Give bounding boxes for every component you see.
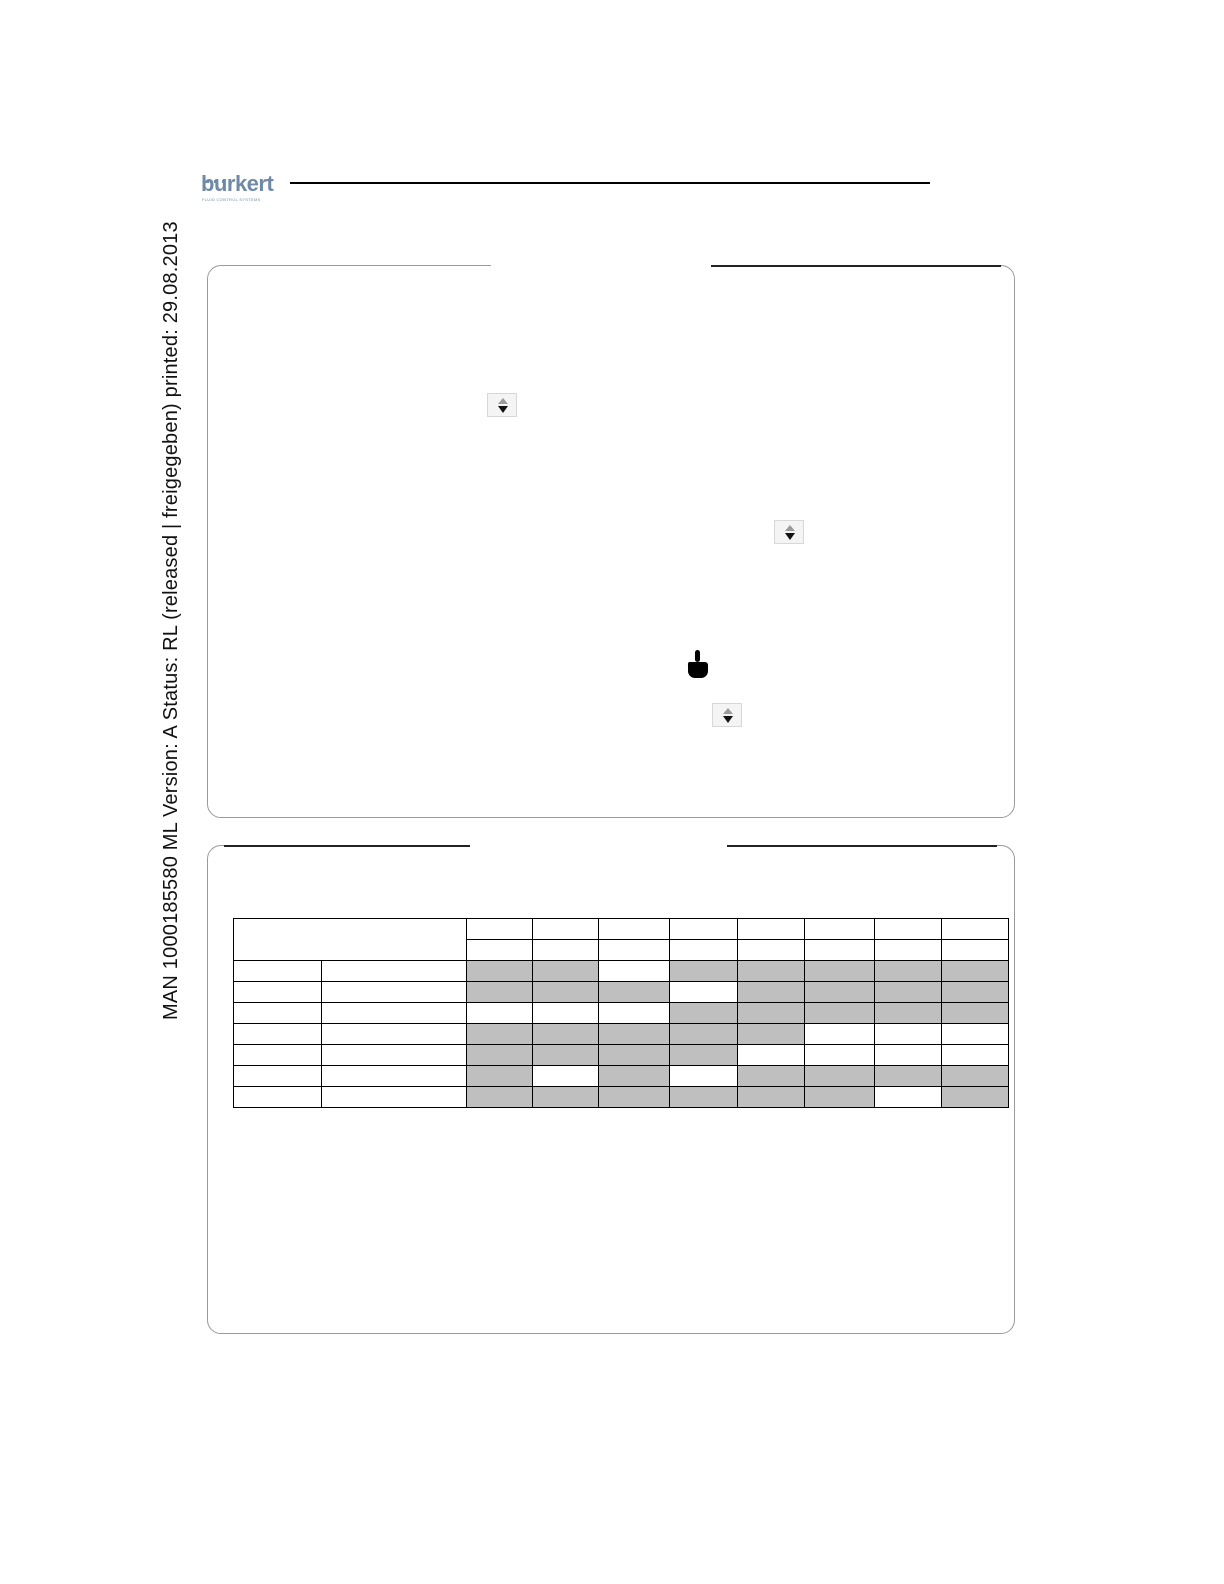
document-status-stamp: MAN 1000185580 ML Version: A Status: RL (released | freigegeben) printed: 29.08.2013 <box>160 221 182 1020</box>
matrix-cell-empty <box>670 982 738 1003</box>
matrix-cell-shaded <box>533 1024 599 1045</box>
matrix-header-top-row <box>234 919 1009 940</box>
logo-wordmark: burkert <box>201 171 274 196</box>
matrix-cell-shaded <box>533 1087 599 1108</box>
matrix-cell-shaded <box>670 1087 738 1108</box>
matrix-cell-shaded <box>738 961 805 982</box>
panel-top-rule-left <box>224 845 470 847</box>
matrix-cell-shaded <box>533 961 599 982</box>
matrix-cell-shaded <box>942 982 1009 1003</box>
panel-top-rule <box>711 265 1001 267</box>
matrix-cell-shaded <box>599 982 670 1003</box>
burkert-logo <box>200 170 280 206</box>
row-description-cell <box>322 982 467 1003</box>
matrix-cell-shaded <box>599 1066 670 1087</box>
header-rule <box>290 182 930 184</box>
row-description-cell <box>322 1003 467 1024</box>
matrix-cell-shaded <box>805 961 875 982</box>
table-row <box>234 1024 1009 1045</box>
matrix-cell-shaded <box>670 961 738 982</box>
matrix-cell-empty <box>942 1045 1009 1066</box>
matrix-cell-shaded <box>467 1087 533 1108</box>
matrix-header-cell <box>875 940 942 961</box>
table-row <box>234 1003 1009 1024</box>
matrix-cell-shaded <box>467 982 533 1003</box>
matrix-cell-shaded <box>942 1003 1009 1024</box>
matrix-cell-empty <box>533 1003 599 1024</box>
matrix-header-top-cell <box>467 919 533 940</box>
panel-title-gap <box>470 843 727 849</box>
matrix-header-top-cell <box>670 919 738 940</box>
row-label-cell <box>234 1045 322 1066</box>
logo-tagline: FLUID CONTROL SYSTEMS <box>202 197 261 202</box>
matrix-cell-empty <box>467 1003 533 1024</box>
table-row <box>234 961 1009 982</box>
matrix-cell-shaded <box>467 1024 533 1045</box>
matrix-cell-shaded <box>467 1045 533 1066</box>
matrix-cell-shaded <box>670 1003 738 1024</box>
table-row <box>234 1087 1009 1108</box>
row-description-cell <box>322 1066 467 1087</box>
matrix-cell-empty <box>738 1045 805 1066</box>
up-down-arrow-button-icon[interactable] <box>487 393 517 417</box>
matrix-cell-empty <box>599 1003 670 1024</box>
row-label-cell <box>234 982 322 1003</box>
row-description-cell <box>322 1045 467 1066</box>
matrix-cell-empty <box>599 961 670 982</box>
matrix-cell-shaded <box>738 1066 805 1087</box>
matrix-cell-empty <box>875 1024 942 1045</box>
up-down-arrow-button-icon[interactable] <box>712 703 742 727</box>
matrix-cell-shaded <box>942 1087 1009 1108</box>
matrix-cell-shaded <box>805 982 875 1003</box>
table-row <box>234 1066 1009 1087</box>
matrix-cell-shaded <box>942 961 1009 982</box>
matrix-cell-shaded <box>805 1087 875 1108</box>
matrix-cell-shaded <box>942 1066 1009 1087</box>
matrix-header-top-cell <box>599 919 670 940</box>
configuration-matrix-table <box>233 918 1009 1108</box>
matrix-header-cell <box>942 940 1009 961</box>
matrix-header-top-cell <box>942 919 1009 940</box>
matrix-cell-shaded <box>875 961 942 982</box>
row-label-cell <box>234 1066 322 1087</box>
matrix-cell-shaded <box>738 1087 805 1108</box>
matrix-cell-shaded <box>670 1024 738 1045</box>
matrix-cell-shaded <box>738 1003 805 1024</box>
matrix-cell-empty <box>875 1045 942 1066</box>
matrix-cell-shaded <box>875 1066 942 1087</box>
row-description-cell <box>322 961 467 982</box>
matrix-cell-empty <box>533 1066 599 1087</box>
matrix-cell-empty <box>670 1066 738 1087</box>
table-row <box>234 1045 1009 1066</box>
row-description-cell <box>322 1087 467 1108</box>
panel-title-gap <box>491 263 711 269</box>
row-description-cell <box>322 1024 467 1045</box>
matrix-cell-empty <box>805 1045 875 1066</box>
matrix-cell-shaded <box>599 1087 670 1108</box>
matrix-cell-empty <box>805 1024 875 1045</box>
matrix-header-cell <box>738 940 805 961</box>
instruction-panel <box>207 265 1015 818</box>
matrix-header-top-cell <box>875 919 942 940</box>
matrix-cell-empty <box>875 1087 942 1108</box>
row-label-cell <box>234 1087 322 1108</box>
row-label-cell <box>234 961 322 982</box>
row-label-cell <box>234 1024 322 1045</box>
matrix-header-top-cell <box>805 919 875 940</box>
row-label-cell <box>234 1003 322 1024</box>
matrix-cell-shaded <box>467 1066 533 1087</box>
matrix-cell-shaded <box>599 1045 670 1066</box>
matrix-header-cell <box>670 940 738 961</box>
matrix-cell-shaded <box>805 1003 875 1024</box>
panel-top-rule-right <box>727 845 997 847</box>
up-down-arrow-button-icon[interactable] <box>774 520 804 544</box>
matrix-cell-shaded <box>738 1024 805 1045</box>
matrix-header-top-cell <box>533 919 599 940</box>
matrix-cell-shaded <box>599 1024 670 1045</box>
matrix-header-cell <box>599 940 670 961</box>
table-row <box>234 982 1009 1003</box>
matrix-header-cell <box>467 940 533 961</box>
matrix-cell-shaded <box>467 961 533 982</box>
matrix-cell-shaded <box>533 982 599 1003</box>
matrix-cell-shaded <box>875 982 942 1003</box>
matrix-header-corner <box>234 919 467 961</box>
matrix-cell-shaded <box>875 1003 942 1024</box>
matrix-cell-empty <box>942 1024 1009 1045</box>
matrix-cell-shaded <box>805 1066 875 1087</box>
matrix-cell-shaded <box>738 982 805 1003</box>
matrix-header-cell <box>805 940 875 961</box>
hand-pointer-icon <box>684 648 710 685</box>
matrix-header-top-cell <box>738 919 805 940</box>
matrix-cell-shaded <box>670 1045 738 1066</box>
matrix-header-cell <box>533 940 599 961</box>
matrix-cell-shaded <box>533 1045 599 1066</box>
